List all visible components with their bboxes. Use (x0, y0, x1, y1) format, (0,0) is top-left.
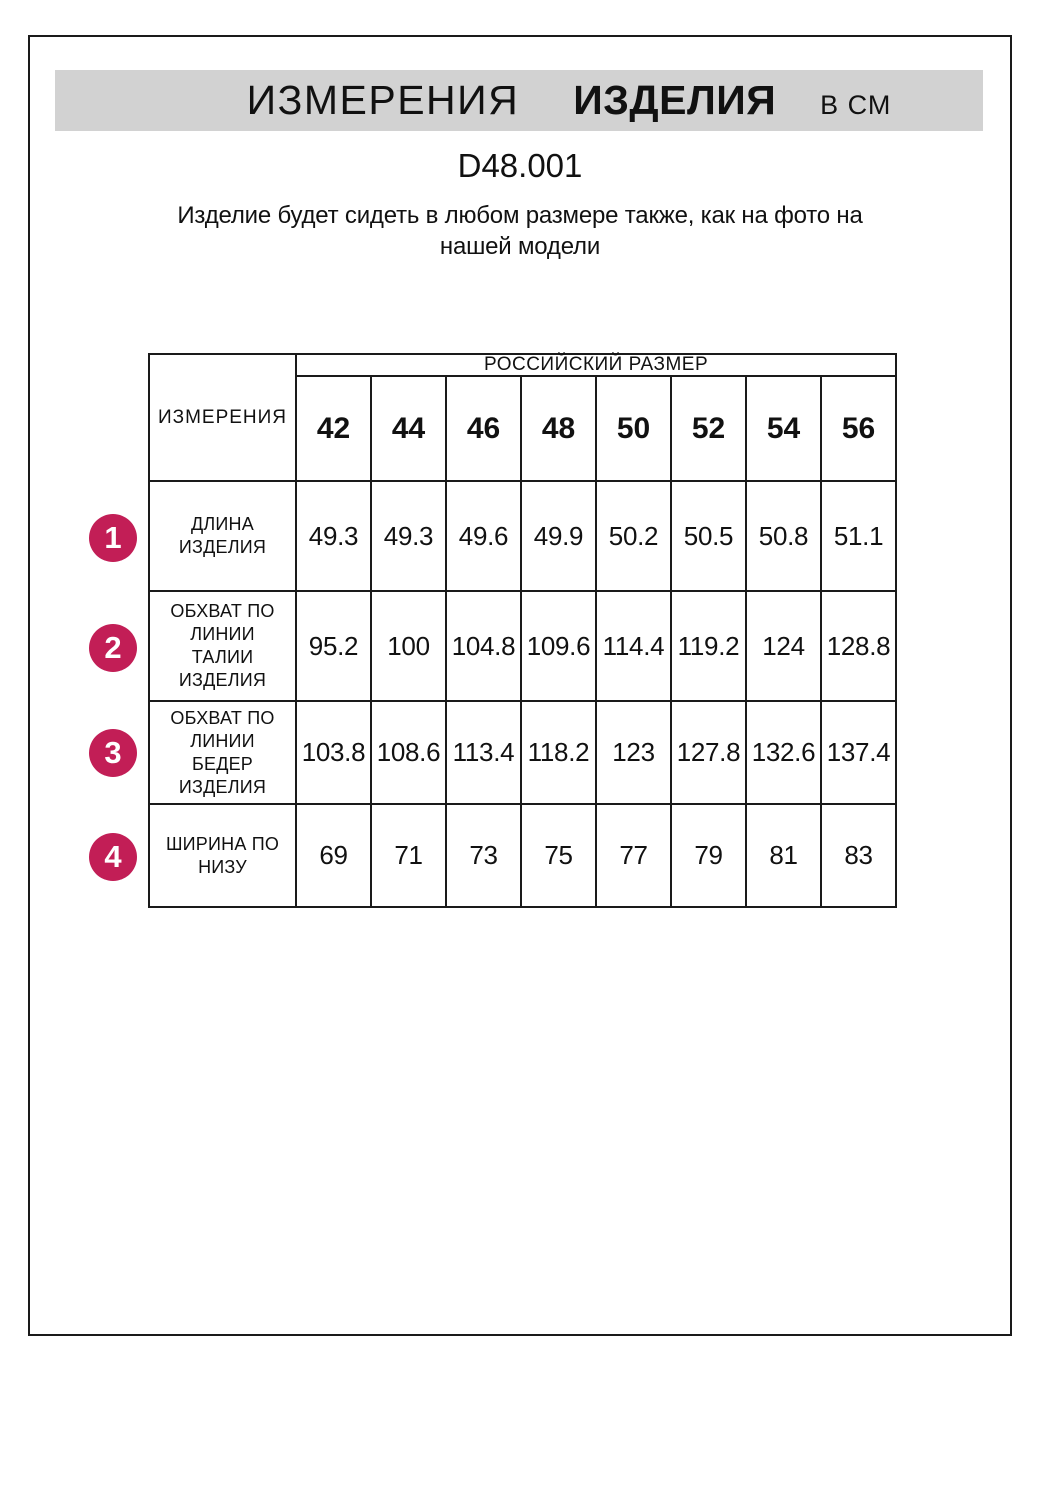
corner-header-cell: ИЗМЕРЕНИЯ (149, 354, 296, 481)
page-title-units: В СМ (820, 90, 892, 120)
size-header-cell: 56 (821, 376, 896, 481)
value-cell: 132.6 (746, 701, 821, 804)
value-cell: 51.1 (821, 481, 896, 591)
table-row (149, 481, 896, 591)
value-cell: 49.3 (296, 481, 371, 591)
value-cell: 108.6 (371, 701, 446, 804)
table-row (149, 354, 896, 376)
value-cell: 77 (596, 804, 671, 907)
value-cell: 103.8 (296, 701, 371, 804)
size-header-cell: 52 (671, 376, 746, 481)
size-table (148, 353, 897, 908)
value-cell: 104.8 (446, 591, 521, 701)
value-cell: 123 (596, 701, 671, 804)
value-cell: 127.8 (671, 701, 746, 804)
value-cell: 50.8 (746, 481, 821, 591)
value-cell: 71 (371, 804, 446, 907)
product-code: D48.001 (457, 147, 583, 184)
value-cell: 50.5 (671, 481, 746, 591)
value-cell: 119.2 (671, 591, 746, 701)
value-cell: 81 (746, 804, 821, 907)
size-header-cell: 42 (296, 376, 371, 481)
size-header-cell: 50 (596, 376, 671, 481)
title-bar (55, 70, 983, 131)
value-cell: 95.2 (296, 591, 371, 701)
value-cell: 118.2 (521, 701, 596, 804)
value-cell: 69 (296, 804, 371, 907)
size-header-cell: 54 (746, 376, 821, 481)
measurement-label-cell: ДЛИНА ИЗДЕЛИЯ (149, 481, 296, 591)
measurement-label-cell: ОБХВАТ ПО ЛИНИИ БЕДЕР ИЗДЕЛИЯ (149, 701, 296, 804)
fit-note-line2: нашей модели (439, 233, 601, 260)
page-title-measurements: ИЗМЕРЕНИЯ (246, 77, 520, 123)
table-row (149, 591, 896, 701)
value-cell: 114.4 (596, 591, 671, 701)
size-table-container (148, 353, 897, 908)
size-group-header-cell: РОССИЙСКИЙ РАЗМЕР (296, 354, 896, 376)
value-cell: 49.6 (446, 481, 521, 591)
page-title-product: ИЗДЕЛИЯ (573, 77, 777, 123)
row-number-badge-3: 3 (89, 729, 137, 777)
row-number-badge-1: 1 (89, 514, 137, 562)
value-cell: 75 (521, 804, 596, 907)
value-cell: 137.4 (821, 701, 896, 804)
sheet-border (28, 35, 1012, 1336)
size-header-cell: 44 (371, 376, 446, 481)
value-cell: 73 (446, 804, 521, 907)
value-cell: 49.3 (371, 481, 446, 591)
row-number-badge-2: 2 (89, 624, 137, 672)
measurement-label-cell: ШИРИНА ПО НИЗУ (149, 804, 296, 907)
value-cell: 124 (746, 591, 821, 701)
fit-note-line1: Изделие будет сидеть в любом размере также, как на фото на (177, 202, 863, 229)
table-row (149, 804, 896, 907)
size-header-cell: 46 (446, 376, 521, 481)
value-cell: 128.8 (821, 591, 896, 701)
value-cell: 79 (671, 804, 746, 907)
value-cell: 50.2 (596, 481, 671, 591)
value-cell: 113.4 (446, 701, 521, 804)
measurement-label-cell: ОБХВАТ ПО ЛИНИИ ТАЛИИ ИЗДЕЛИЯ (149, 591, 296, 701)
value-cell: 109.6 (521, 591, 596, 701)
fit-note (30, 200, 1010, 262)
value-cell: 100 (371, 591, 446, 701)
value-cell: 49.9 (521, 481, 596, 591)
table-row (149, 701, 896, 804)
row-number-badge-4: 4 (89, 833, 137, 881)
value-cell: 83 (821, 804, 896, 907)
size-header-cell: 48 (521, 376, 596, 481)
